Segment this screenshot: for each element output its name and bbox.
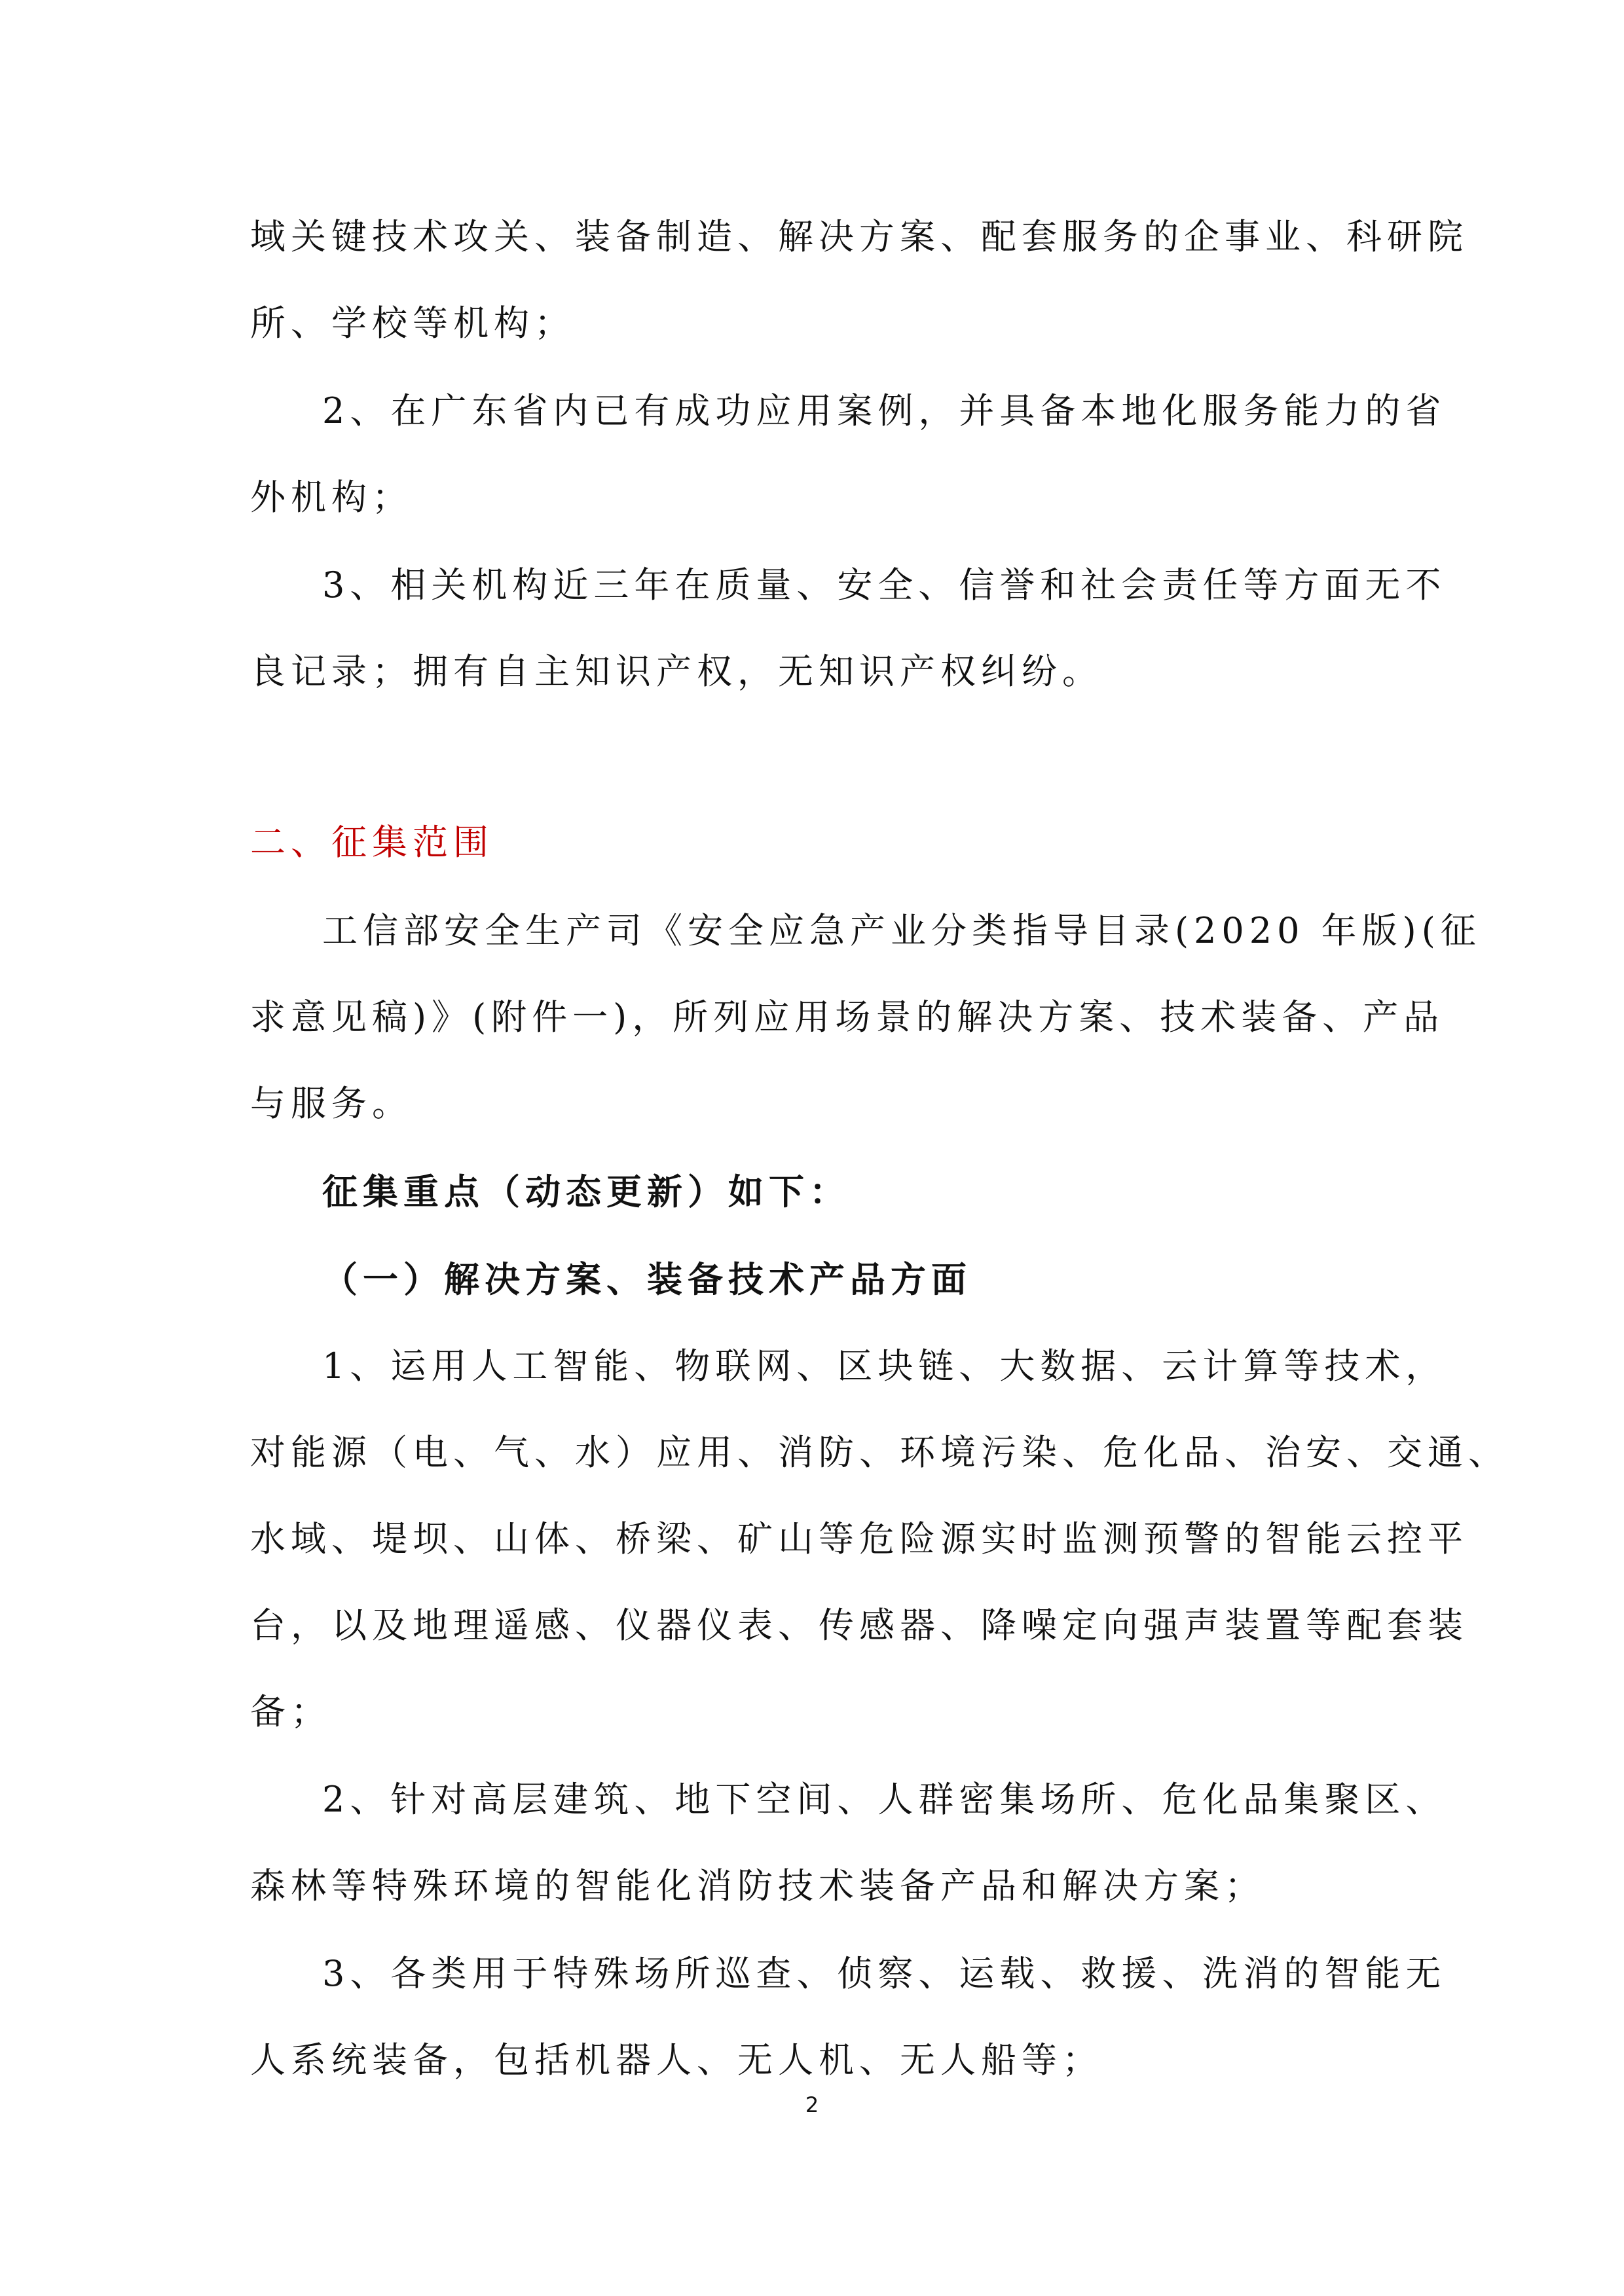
paragraph-line: 1、运用人工智能、物联网、区块链、大数据、云计算等技术，	[322, 1345, 1447, 1387]
page-number: 2	[805, 2092, 819, 2117]
paragraph-line: 征集重点（动态更新）如下：	[322, 1171, 850, 1212]
paragraph-line: 工信部安全生产司《安全应急产业分类指导目录(2020 年版)(征	[322, 910, 1481, 951]
paragraph-line: 域关键技术攻关、装备制造、解决方案、配套服务的企事业、科研院	[250, 216, 1468, 257]
paragraph-line: 2、针对高层建筑、地下空间、人群密集场所、危化品集聚区、	[322, 1779, 1447, 1820]
paragraph-line: 所、学校等机构；	[250, 302, 575, 344]
paragraph-line: 对能源（电、气、水）应用、消防、环境污染、危化品、治安、交通、	[250, 1432, 1509, 1473]
paragraph-line: 水域、堤坝、山体、桥梁、矿山等危险源实时监测预警的智能云控平	[250, 1518, 1468, 1559]
paragraph-line: 备；	[250, 1691, 331, 1732]
paragraph-line: 外机构；	[250, 477, 413, 518]
paragraph-line: 台，以及地理遥感、仪器仪表、传感器、降噪定向强声装置等配套装	[250, 1605, 1468, 1646]
paragraph-line: 求意见稿)》(附件一)，所列应用场景的解决方案、技术装备、产品	[250, 996, 1445, 1038]
paragraph-line: 2、在广东省内已有成功应用案例，并具备本地化服务能力的省	[322, 390, 1447, 431]
paragraph-line: 人系统装备，包括机器人、无人机、无人船等；	[250, 2039, 1103, 2081]
paragraph-line: 3、各类用于特殊场所巡查、侦察、运载、救援、洗消的智能无	[322, 1953, 1447, 1994]
section-heading: 二、征集范围	[250, 822, 494, 863]
paragraph-line: 与服务。	[250, 1083, 413, 1124]
subsection-heading: （一）解决方案、装备技术产品方面	[322, 1258, 972, 1300]
paragraph-line: 森林等特殊环境的智能化消防技术装备产品和解决方案；	[250, 1865, 1265, 1906]
paragraph-line: 良记录；拥有自主知识产权，无知识产权纠纷。	[250, 651, 1103, 692]
paragraph-line: 3、相关机构近三年在质量、安全、信誉和社会责任等方面无不	[322, 564, 1447, 606]
